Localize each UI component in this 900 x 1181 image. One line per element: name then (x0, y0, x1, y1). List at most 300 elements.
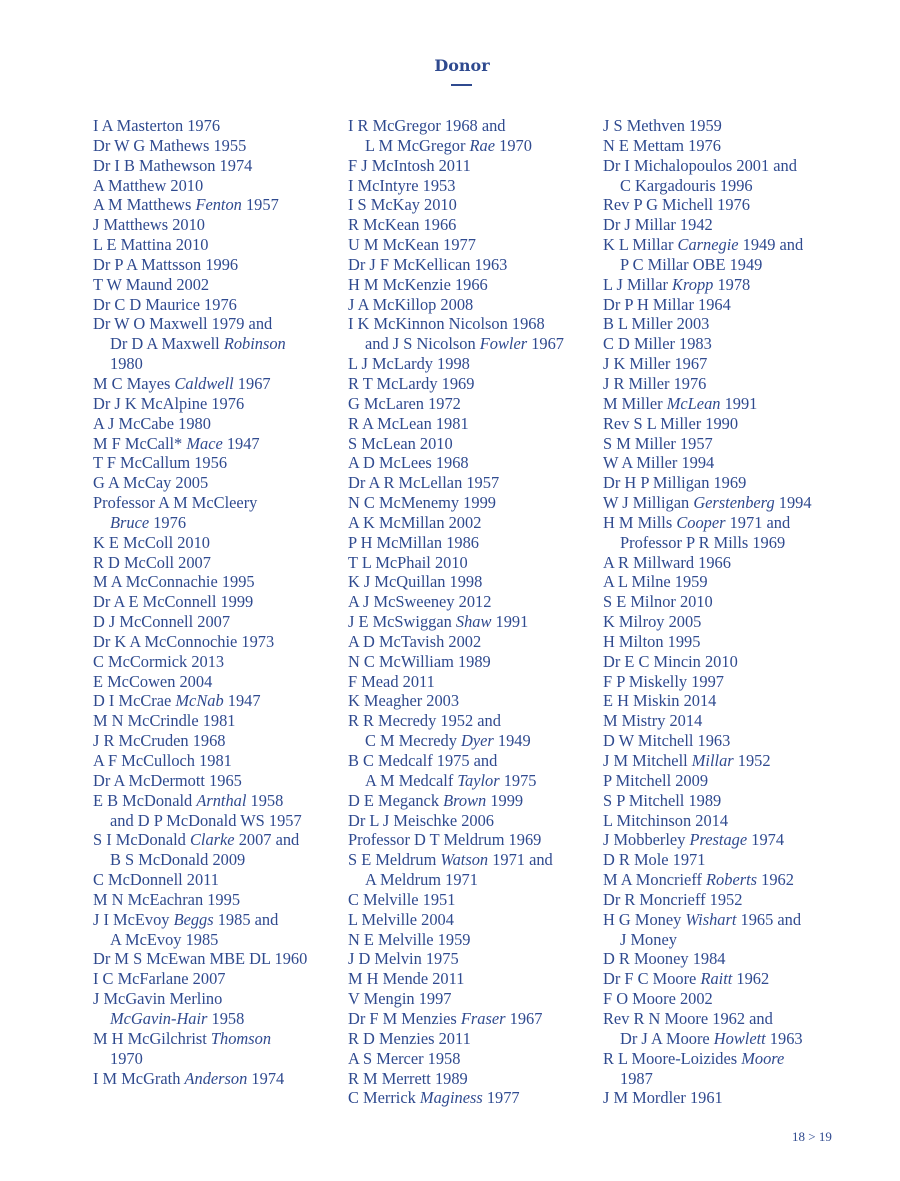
donor-entry-continuation (348, 731, 598, 751)
donor-entry (603, 235, 853, 275)
donor-text: M H McGilchrist (93, 1028, 211, 1048)
donor-entry-line (348, 1009, 542, 1028)
donor-text: A K McMillan 2002 (348, 512, 482, 532)
donor-entry (93, 434, 343, 454)
donor-entry (348, 850, 598, 890)
donor-text: Dr A McDermott 1965 (93, 770, 242, 790)
donor-text: I M McGrath (93, 1068, 185, 1088)
donor-text: M A Moncrieff (603, 870, 707, 890)
donor-entry (93, 989, 343, 1029)
donor-text: M C Mayes (93, 373, 175, 393)
donor-text: 1947 (223, 691, 261, 711)
donor-entry-line (93, 553, 211, 572)
donor-text: 1980 (110, 354, 143, 374)
donor-entry (93, 791, 343, 831)
donor-entry (348, 434, 598, 454)
donor-entry-line (348, 195, 457, 214)
donor-entry (348, 672, 598, 692)
donor-text: S I McDonald (93, 830, 190, 850)
donor-entry (603, 156, 853, 196)
donor-entry (93, 751, 343, 771)
donor-text: C McCormick 2013 (93, 651, 225, 671)
maiden-name: Prestage (689, 830, 748, 850)
donor-entry (93, 235, 343, 255)
donor-text: J K Miller 1967 (603, 354, 708, 374)
donor-text: N C McMenemy 1999 (348, 493, 496, 513)
donor-text: Dr A E McConnell 1999 (93, 592, 254, 612)
donor-text: I K McKinnon Nicolson 1968 (348, 314, 545, 334)
donor-text: 1949 and (738, 235, 804, 255)
donor-text: 1985 and (213, 909, 279, 929)
donor-entry-line (348, 176, 455, 195)
donor-entry (348, 176, 598, 196)
donor-entry-line (348, 453, 469, 472)
donor-text: 1991 (491, 612, 529, 632)
donor-entry (348, 1069, 598, 1089)
donor-entry-line (603, 751, 771, 770)
donor-entry-line (93, 910, 278, 929)
donor-entry-continuation (348, 771, 598, 791)
donor-text: and D P McDonald WS 1957 (110, 810, 302, 830)
donor-text: I A Masterton 1976 (93, 116, 221, 135)
maiden-name: Moore (741, 1048, 785, 1068)
donor-text: N E Melville 1959 (348, 929, 471, 949)
donor-entry-continuation (348, 136, 598, 156)
donor-text: A S Mercer 1958 (348, 1048, 461, 1068)
donor-entry-line (348, 513, 481, 532)
donor-text: J M Mitchell (603, 751, 692, 770)
maiden-name: Carnegie (677, 235, 739, 255)
donor-text: 2007 and (234, 830, 300, 850)
donor-entry (348, 453, 598, 473)
donor-text: L Melville 2004 (348, 909, 454, 929)
donor-text: Dr A R McLellan 1957 (348, 473, 500, 493)
donor-text: Rev P G Michell 1976 (603, 195, 750, 215)
maiden-name: Maginess (419, 1088, 483, 1108)
donor-text: 1962 (732, 969, 770, 989)
donor-text: R M Merrett 1989 (348, 1068, 468, 1088)
donor-entry-line (93, 731, 226, 750)
donor-entry (348, 374, 598, 394)
donor-entry-line (348, 434, 453, 453)
donor-entry (93, 255, 343, 275)
donor-text: K Milroy 2005 (603, 612, 702, 632)
donor-entry (93, 949, 343, 969)
maiden-name: Watson (440, 850, 489, 870)
donor-text: Dr J F McKellican 1963 (348, 254, 508, 274)
donor-entry (93, 691, 343, 711)
donor-text: A D McLees 1968 (348, 453, 469, 473)
page-numbers: 18 > 19 (792, 1129, 832, 1144)
donor-entry-line (93, 235, 208, 254)
maiden-name: Raitt (700, 969, 733, 989)
maiden-name: Shaw (455, 612, 492, 632)
donor-entry-line (93, 672, 212, 691)
donor-entry-line (603, 394, 757, 413)
donor-text: C Kargadouris 1996 (620, 175, 753, 195)
heading-underline (451, 84, 472, 86)
donor-text: M H Mende 2011 (348, 969, 465, 989)
donor-text: F P Miskelly 1997 (603, 671, 724, 691)
maiden-name: Rae (469, 135, 496, 155)
donor-text: Dr M S McEwan MBE DL 1960 (93, 949, 308, 969)
donor-entry (93, 314, 343, 374)
donor-text: 1971 and (725, 512, 791, 532)
donor-entry-line (348, 116, 506, 135)
donor-entry (603, 314, 853, 334)
maiden-name: Fenton (195, 195, 242, 215)
donor-entry-line (93, 711, 236, 730)
donor-entry (93, 652, 343, 672)
donor-entry-line (603, 791, 721, 810)
donor-entry-line (603, 652, 738, 671)
maiden-name: Wishart (685, 909, 737, 929)
donor-entry (348, 553, 598, 573)
donor-entry-line (93, 493, 257, 512)
donor-entry-line (348, 1088, 520, 1107)
donor-entry-line (603, 691, 716, 710)
donor-entry (93, 672, 343, 692)
donor-entry-line (93, 156, 252, 175)
donor-entry-line (348, 672, 435, 691)
donor-text: M F McCall* (93, 433, 187, 453)
donor-entry (93, 295, 343, 315)
donor-entry-line (93, 870, 219, 889)
donor-text: Rev R N Moore 1962 and (603, 1008, 773, 1028)
donor-entry-line (603, 890, 742, 909)
donor-entry-line (93, 453, 227, 472)
donor-entry-line (603, 493, 812, 512)
donor-entry-line (348, 791, 523, 810)
donor-entry-line (348, 811, 494, 830)
donor-entry (603, 414, 853, 434)
donor-entry-line (348, 830, 541, 849)
donor-text: L M McGregor (365, 135, 470, 155)
donor-entry (93, 572, 343, 592)
donor-entry (348, 811, 598, 831)
donor-text: C Melville 1951 (348, 889, 456, 909)
donor-entry (603, 969, 853, 989)
donor-entry (93, 890, 343, 910)
donor-entry-line (348, 493, 496, 512)
donor-text: H Milton 1995 (603, 631, 701, 651)
donor-entry-line (348, 314, 545, 333)
donor-entry (348, 116, 598, 156)
donor-entry-line (93, 215, 205, 234)
donor-text: K E McColl 2010 (93, 532, 211, 552)
donor-text: Dr F C Moore (603, 969, 701, 989)
donor-entry (603, 632, 853, 652)
donor-text: D J McConnell 2007 (93, 612, 231, 632)
donor-entry-line (93, 473, 208, 492)
donor-entry-line (603, 632, 700, 651)
maiden-name: Fraser (460, 1008, 506, 1028)
donor-entry (348, 533, 598, 553)
donor-entry (603, 711, 853, 731)
donor-text: C D Miller 1983 (603, 334, 712, 354)
donor-text: H M Mills (603, 512, 677, 532)
donor-entry-line (603, 453, 714, 472)
donor-entry (348, 652, 598, 672)
donor-entry (348, 830, 598, 850)
maiden-name: Bruce (110, 512, 150, 532)
donor-entry (348, 572, 598, 592)
donor-text: 1994 (774, 493, 812, 513)
donor-text: J I McEvoy (93, 909, 174, 929)
donor-text: N E Mettam 1976 (603, 135, 721, 155)
donor-text: M N McEachran 1995 (93, 889, 241, 909)
donor-entry-line (93, 691, 261, 710)
donor-entry-line (348, 612, 528, 631)
donor-entry-line (348, 691, 459, 710)
donor-text: 1977 (482, 1088, 520, 1108)
donor-entry-line (93, 195, 279, 214)
donor-entry (348, 493, 598, 513)
donor-text: J E McSwiggan (348, 612, 456, 632)
maiden-name: Roberts (706, 870, 758, 890)
donor-entry-line (603, 374, 706, 393)
donor-entry-line (603, 314, 709, 333)
donor-entry (93, 612, 343, 632)
donor-entry (93, 910, 343, 950)
donor-entry-line (93, 969, 225, 988)
donor-entry-line (93, 949, 307, 968)
donor-entry-line (603, 592, 713, 611)
donor-entry-line (603, 156, 797, 175)
donor-entry (603, 910, 853, 950)
donor-text: J R Miller 1976 (603, 373, 707, 393)
donor-text: Dr P H Millar 1964 (603, 294, 731, 314)
donor-entry (603, 195, 853, 215)
donor-text: S McLean 2010 (348, 433, 453, 453)
donor-entry (348, 354, 598, 374)
maiden-name: Robinson (223, 334, 286, 354)
donor-entry-line (93, 771, 242, 790)
donor-entry-line (93, 275, 209, 294)
donor-text: L Mitchinson 2014 (603, 810, 729, 830)
donor-entry (603, 572, 853, 592)
donor-entry (603, 592, 853, 612)
donor-entry (603, 374, 853, 394)
donor-text: A D McTavish 2002 (348, 631, 482, 651)
donor-entry (603, 513, 853, 553)
donor-entry-line (93, 533, 210, 552)
donor-entry-line (348, 553, 468, 572)
donor-entry (348, 1049, 598, 1069)
donor-text: Professor D T Meldrum 1969 (348, 830, 542, 850)
donor-text: B S McDonald 2009 (110, 850, 246, 870)
donor-entry-line (348, 910, 454, 929)
donor-text: A J McCabe 1980 (93, 413, 211, 433)
donor-entry-line (348, 592, 491, 611)
donor-entry (348, 1088, 598, 1108)
donor-entry-line (93, 1029, 271, 1048)
donor-entry-line (348, 989, 452, 1008)
donor-entry-line (603, 235, 803, 254)
donor-entry-line (603, 811, 728, 830)
donor-text: A Matthew 2010 (93, 175, 204, 195)
donor-entry-line (93, 632, 274, 651)
maiden-name: Clarke (189, 830, 235, 850)
donor-text: R T McLardy 1969 (348, 373, 475, 393)
maiden-name: Arnthal (196, 790, 247, 810)
donor-text: Dr L J Meischke 2006 (348, 810, 494, 830)
donor-entry (93, 493, 343, 533)
donor-text: F O Moore 2002 (603, 989, 713, 1009)
donor-entry (603, 394, 853, 414)
maiden-name: McGavin-Hair (110, 1008, 208, 1028)
donor-text: Dr F M Menzies (348, 1008, 461, 1028)
donor-entry-continuation (93, 354, 343, 374)
donor-entry-line (348, 890, 455, 909)
donor-text: E B McDonald (93, 790, 197, 810)
donor-text: P C Millar OBE 1949 (620, 254, 763, 274)
donor-entry-line (348, 235, 476, 254)
donor-entry-line (348, 414, 469, 433)
donor-text: 1949 (493, 731, 531, 751)
donor-entry (603, 672, 853, 692)
donor-entry (348, 711, 598, 751)
donor-text: R D McColl 2007 (93, 552, 211, 572)
maiden-name: Caldwell (174, 373, 234, 393)
donor-text: Dr E C Mincin 2010 (603, 651, 738, 671)
donor-text: S E Meldrum (348, 850, 441, 870)
donor-text: A L Milne 1959 (603, 572, 708, 592)
donor-text: Dr W G Mathews 1955 (93, 135, 247, 155)
donor-entry (603, 275, 853, 295)
donor-entry-line (603, 731, 730, 750)
donor-text: L J McLardy 1998 (348, 354, 470, 374)
donor-entry-line (603, 334, 712, 353)
donor-entry-line (93, 434, 260, 453)
donor-text: E H Miskin 2014 (603, 691, 717, 711)
donor-text: 1970 (495, 135, 532, 155)
donor-text: J Mobberley (603, 830, 690, 850)
donor-entry (348, 195, 598, 215)
donor-text: A M Matthews (93, 195, 196, 215)
donor-text: 1971 and (488, 850, 553, 870)
donor-text: J Money (620, 929, 677, 949)
donor-text: 1991 (720, 393, 758, 413)
donor-entry (603, 1088, 853, 1108)
donor-entry (603, 751, 853, 771)
donor-entry-continuation (348, 870, 598, 890)
donor-entry (603, 652, 853, 672)
donor-entry-line (93, 989, 222, 1008)
maiden-name: McNab (175, 691, 224, 711)
donor-entry (348, 612, 598, 632)
donor-text: Rev S L Miller 1990 (603, 413, 739, 433)
donor-text: 1976 (149, 512, 187, 532)
donor-entry-continuation (603, 533, 853, 553)
maiden-name: Millar (691, 751, 734, 770)
maiden-name: Taylor (457, 770, 500, 790)
donor-entry-line (603, 870, 794, 889)
donor-text: Dr I Michalopoulos 2001 and (603, 155, 797, 175)
donor-column-1 (93, 116, 343, 1088)
donor-text: 1975 (499, 770, 537, 790)
donor-entry-continuation (93, 850, 343, 870)
donor-entry (603, 1049, 853, 1089)
donor-text: D W Mitchell 1963 (603, 731, 731, 751)
donor-entry (93, 195, 343, 215)
donor-entry (93, 1029, 343, 1069)
donor-column-2 (348, 116, 598, 1108)
donor-entry (348, 989, 598, 1009)
donor-text: W J Milligan (603, 493, 694, 513)
donor-text: 1952 (733, 751, 771, 770)
donor-entry-line (93, 612, 230, 631)
donor-text: Dr K A McConnochie 1973 (93, 631, 275, 651)
donor-text: 1958 (207, 1008, 245, 1028)
donor-entry (348, 890, 598, 910)
donor-text: R A McLean 1981 (348, 413, 469, 433)
donor-entry-line (93, 314, 272, 333)
donor-text: D R Mole 1971 (603, 850, 706, 870)
maiden-name: Beggs (173, 909, 214, 929)
donor-entry-line (603, 830, 784, 849)
donor-text: 1967 (527, 334, 564, 354)
donor-entry (93, 632, 343, 652)
donor-entry (93, 176, 343, 196)
donor-text: Dr C D Maurice 1976 (93, 294, 237, 314)
donor-entry-line (348, 374, 474, 393)
donor-text: 1970 (110, 1048, 143, 1068)
donor-entry (603, 612, 853, 632)
donor-text: 1978 (713, 274, 751, 294)
donor-entry-line (93, 136, 246, 155)
donor-entry-line (348, 711, 501, 730)
donor-text: Dr D A Maxwell (110, 334, 224, 354)
donor-entry (348, 414, 598, 434)
donor-entry-line (603, 414, 738, 433)
donor-entry-line (603, 354, 707, 373)
donor-text: I C McFarlane 2007 (93, 969, 226, 989)
donor-entry-continuation (603, 255, 853, 275)
donor-text: L J Millar (603, 274, 673, 294)
donor-entry-line (348, 215, 456, 234)
donor-text: C McDonnell 2011 (93, 870, 219, 890)
donor-entry (93, 1069, 343, 1089)
maiden-name: Kropp (672, 274, 714, 294)
donor-entry (93, 771, 343, 791)
donor-entry (93, 592, 343, 612)
donor-entry-continuation (93, 1009, 343, 1029)
donor-entry-line (348, 1069, 468, 1088)
donor-entry-continuation (603, 176, 853, 196)
donor-entry-line (93, 414, 211, 433)
donor-text: R McKean 1966 (348, 215, 457, 235)
donor-text: J S Methven 1959 (603, 116, 722, 135)
donor-entry (348, 691, 598, 711)
donor-text: U M McKean 1977 (348, 235, 476, 255)
donor-entry-line (603, 850, 705, 869)
maiden-name: Howlett (713, 1028, 766, 1048)
donor-text: A M Medcalf (365, 770, 458, 790)
donor-entry-continuation (348, 334, 598, 354)
donor-text: D R Mooney 1984 (603, 949, 726, 969)
donor-text: R D Menzies 2011 (348, 1028, 471, 1048)
donor-text: A Meldrum 1971 (365, 870, 478, 890)
donor-entry-line (348, 632, 481, 651)
donor-text: W A Miller 1994 (603, 453, 715, 473)
donor-entry (348, 295, 598, 315)
donor-text: A McEvoy 1985 (110, 929, 219, 949)
donor-entry-line (603, 295, 731, 314)
donor-entry-line (93, 295, 237, 314)
donor-entry (603, 731, 853, 751)
donor-text: 1965 and (736, 909, 802, 929)
